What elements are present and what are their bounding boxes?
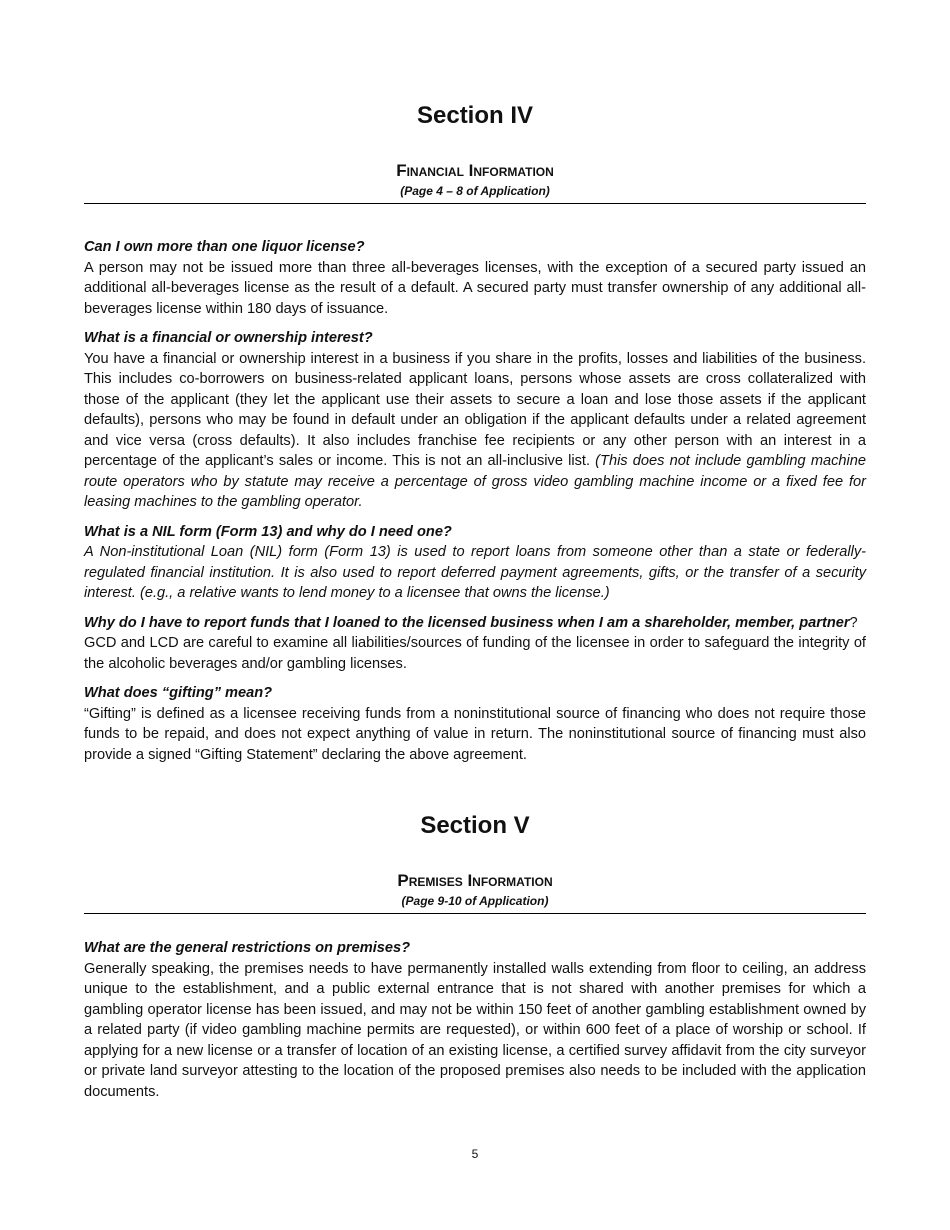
faq-question: Can I own more than one liquor license? xyxy=(84,239,365,255)
faq-item xyxy=(84,237,866,319)
faq-question xyxy=(84,613,866,634)
section-4-body xyxy=(84,237,866,765)
section-5-body xyxy=(84,938,866,1102)
faq-question: What are the general restrictions on premises? xyxy=(84,940,411,956)
section-4-page-ref: (Page 4 – 8 of Application) xyxy=(400,184,550,198)
section-5-page-ref: (Page 9-10 of Application) xyxy=(401,894,549,908)
section-4-header xyxy=(84,101,866,204)
section-4-subtitle: Financial Information xyxy=(396,161,554,180)
faq-answer-text: You have a financial or ownership interest in a business if you share in the profits, losses and liabilities of the business. This includes co-borrowers on business-related applicant loans, persons whose assets are cross collateralized with those of the applicant (they let the applicant use their assets to secure a loan and lose those assets if the applicant defaults), persons who may be found in default under an obligation if the applicant defaults under a related agreement and vice versa (cross defaults). It also includes franchise fee recipients or any other person with an interest in a percentage of the applicant’s sales or income. This is not an all-inclusive list. xyxy=(84,350,866,469)
faq-item xyxy=(84,328,866,513)
faq-answer: Generally speaking, the premises needs to have permanently installed walls extending from floor to ceiling, an address unique to the establishment, and a public external entrance that is not shared with another premises for which a gambling operator license has been issued, and may not be within 150 feet of another gambling establishment owned by a related party (if video gambling machine permits are requested), or within 600 feet of a place of worship or school. If applying for a new license or a transfer of location of an existing license, a certified survey affidavit from the city surveyor or private land surveyor attesting to the location of the proposed premises also needs to be included with the application documents. xyxy=(84,960,866,1100)
faq-answer: A Non-institutional Loan (NIL) form (Form 13) is used to report loans from someone other than a state or federally-regulated financial institution. It is also used to report deferred payment agreements, gifts, or the transfer of a security interest. (e.g., a relative wants to lend money to a licensee that owns the license.) xyxy=(84,544,866,601)
faq-question-mark: ? xyxy=(849,614,858,631)
faq-answer: A person may not be issued more than three all-beverages licenses, with the exception of a secured party issued an additional all-beverages license as the result of a default. A secured party must transfer ownership of any additional all-beverages license within 180 days of issuance. xyxy=(84,259,866,317)
faq-item xyxy=(84,613,866,675)
section-4-title: Section IV xyxy=(416,102,534,129)
page-number: 5 xyxy=(471,1147,479,1161)
section-4-divider xyxy=(84,203,866,204)
section-5-subtitle: Premises Information xyxy=(397,871,553,890)
section-5-title: Section V xyxy=(420,812,530,839)
faq-question: What does “gifting” mean? xyxy=(84,685,273,701)
faq-item xyxy=(84,683,866,765)
faq-answer xyxy=(84,349,866,513)
faq-answer-italic-note: (This does not include gambling machine route operators who by statute may receive a percentage of gross video gambling machine income or a fixed fee for leasing machines to the gambling operator. xyxy=(84,453,866,510)
faq-answer: “Gifting” is defined as a licensee receiving funds from a noninstitutional source of financing who does not require those funds to be repaid, and does not expect anything of value in return. The noninstitutional source of financing must also provide a signed “Gifting Statement” declaring the above agreement. xyxy=(84,705,866,763)
faq-question-text: Why do I have to report funds that I loaned to the licensed business when I am a shareholder, member, partner xyxy=(84,614,850,631)
faq-item xyxy=(84,522,866,604)
faq-question: What is a NIL form (Form 13) and why do I need one? xyxy=(84,523,452,540)
section-5-header xyxy=(84,811,866,914)
faq-question: What is a financial or ownership interest? xyxy=(84,330,373,346)
faq-item xyxy=(84,938,866,1102)
faq-answer: GCD and LCD are careful to examine all liabilities/sources of funding of the licensee in order to safeguard the integrity of the alcoholic beverages and/or gambling licenses. xyxy=(84,635,866,672)
section-5-divider xyxy=(84,913,866,914)
